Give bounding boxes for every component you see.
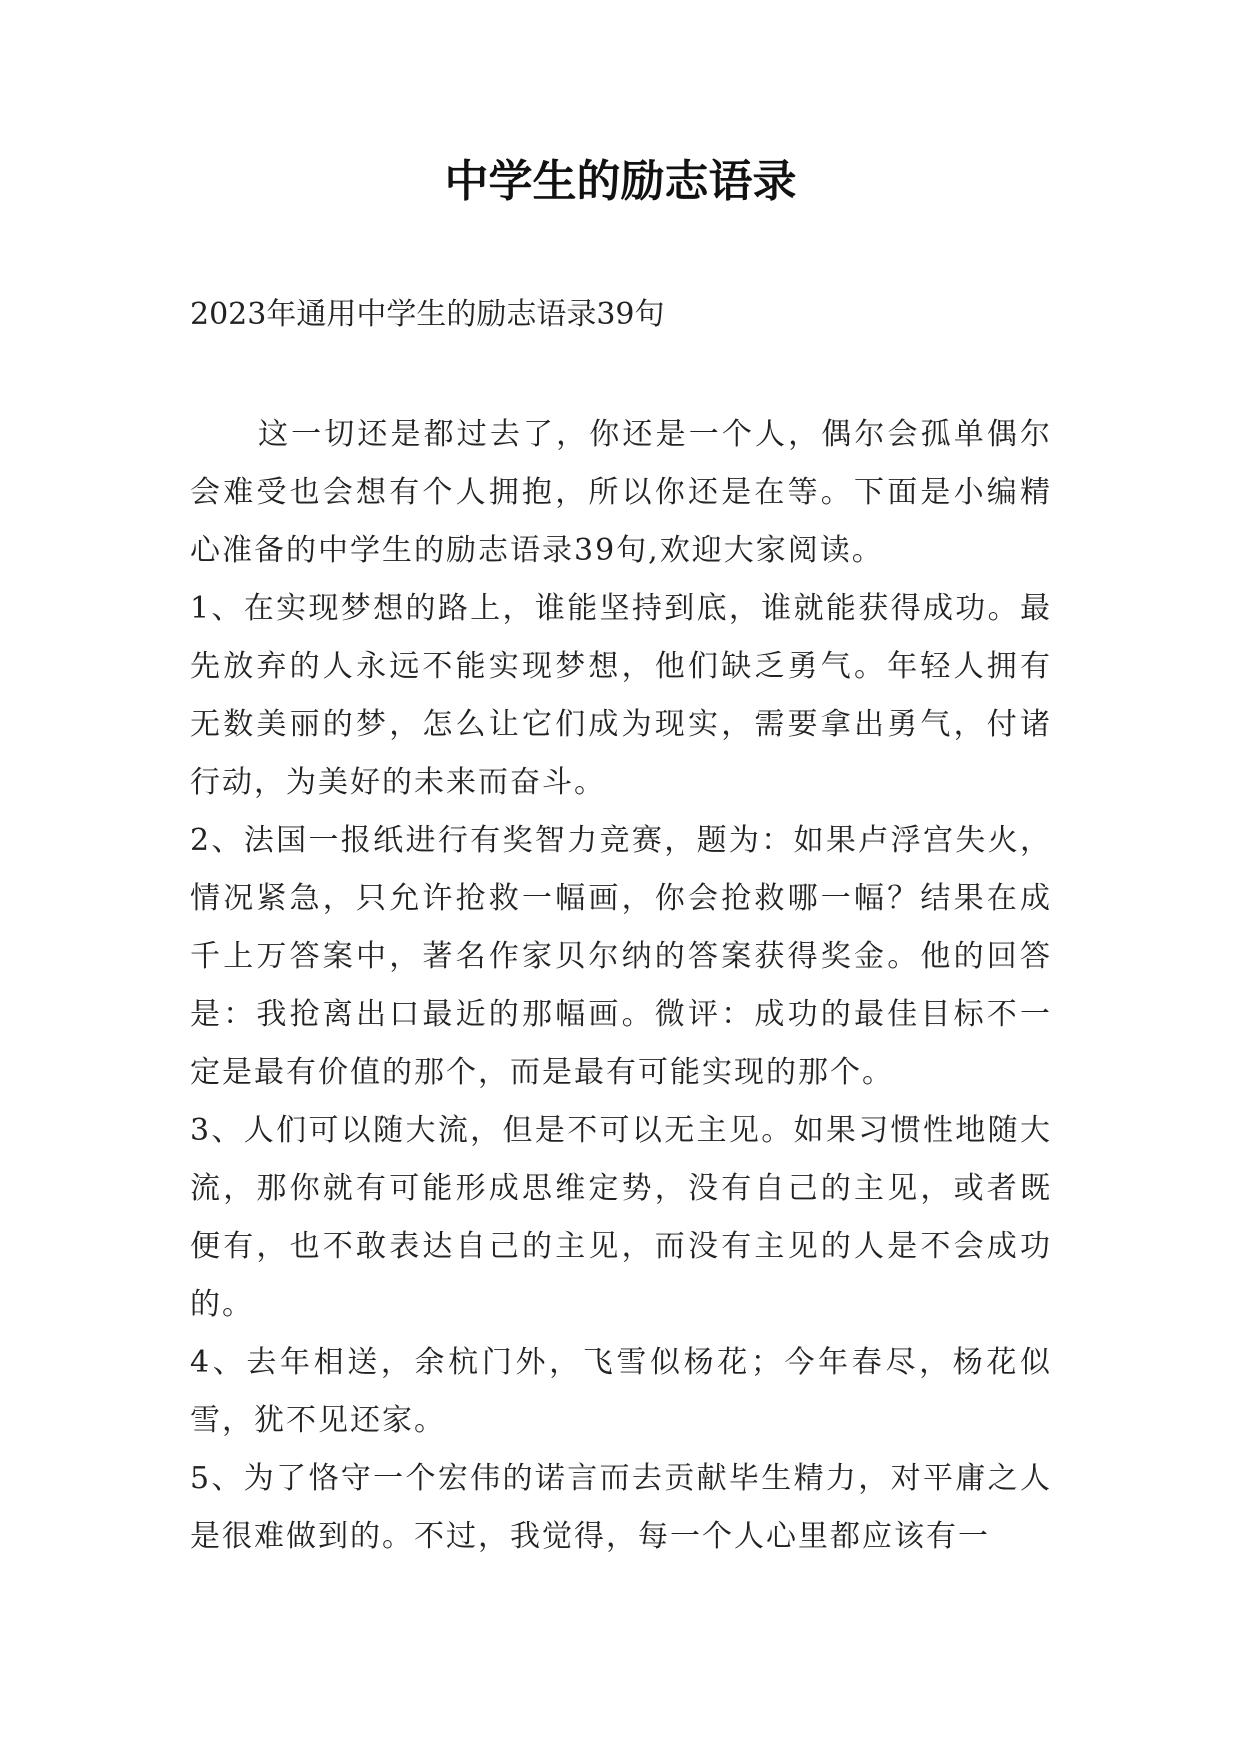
- quote-paragraph: 3、人们可以随大流，但是不可以无主见。如果习惯性地随大流，那你就有可能形成思维定势，没有自己的主见，或者既便有，也不敢表达自己的主见，而没有主见的人是不会成功的。: [190, 1113, 1052, 1322]
- document-title: 中学生的励志语录: [444, 156, 797, 207]
- quote-paragraph: 1、在实现梦想的路上，谁能坚持到底，谁就能获得成功。最先放弃的人永远不能实现梦想，他们缺乏勇气。年轻人拥有无数美丽的梦，怎么让它们成为现实，需要拿出勇气，付诸行动，为美好的未来而奋斗。: [190, 591, 1052, 800]
- quote-paragraph: 2、法国一报纸进行有奖智力竞赛，题为：如果卢浮宫失火，情况紧急，只允许抢救一幅画，你会抢救哪一幅？结果在成千上万答案中，著名作家贝尔纳的答案获得奖金。他的回答是：我抢离出口最近的那幅画。微评：成功的最佳目标不一定是最有价值的那个，而是最有可能实现的那个。: [190, 823, 1052, 1090]
- quote-paragraph: 5、为了恪守一个宏伟的诺言而去贡献毕生精力，对平庸之人是很难做到的。不过，我觉得，每一个人心里都应该有一: [190, 1461, 1052, 1554]
- document-body: [190, 406, 1052, 1566]
- intro-paragraph: 这一切还是都过去了，你还是一个人，偶尔会孤单偶尔会难受也会想有个人拥抱，所以你还是在等。下面是小编精心准备的中学生的励志语录39句,欢迎大家阅读。: [190, 417, 1052, 568]
- document-subtitle: 2023年通用中学生的励志语录39句: [190, 297, 665, 332]
- quote-paragraph: 4、去年相送，余杭门外，飞雪似杨花；今年春尽，杨花似雪，犹不见还家。: [190, 1345, 1052, 1438]
